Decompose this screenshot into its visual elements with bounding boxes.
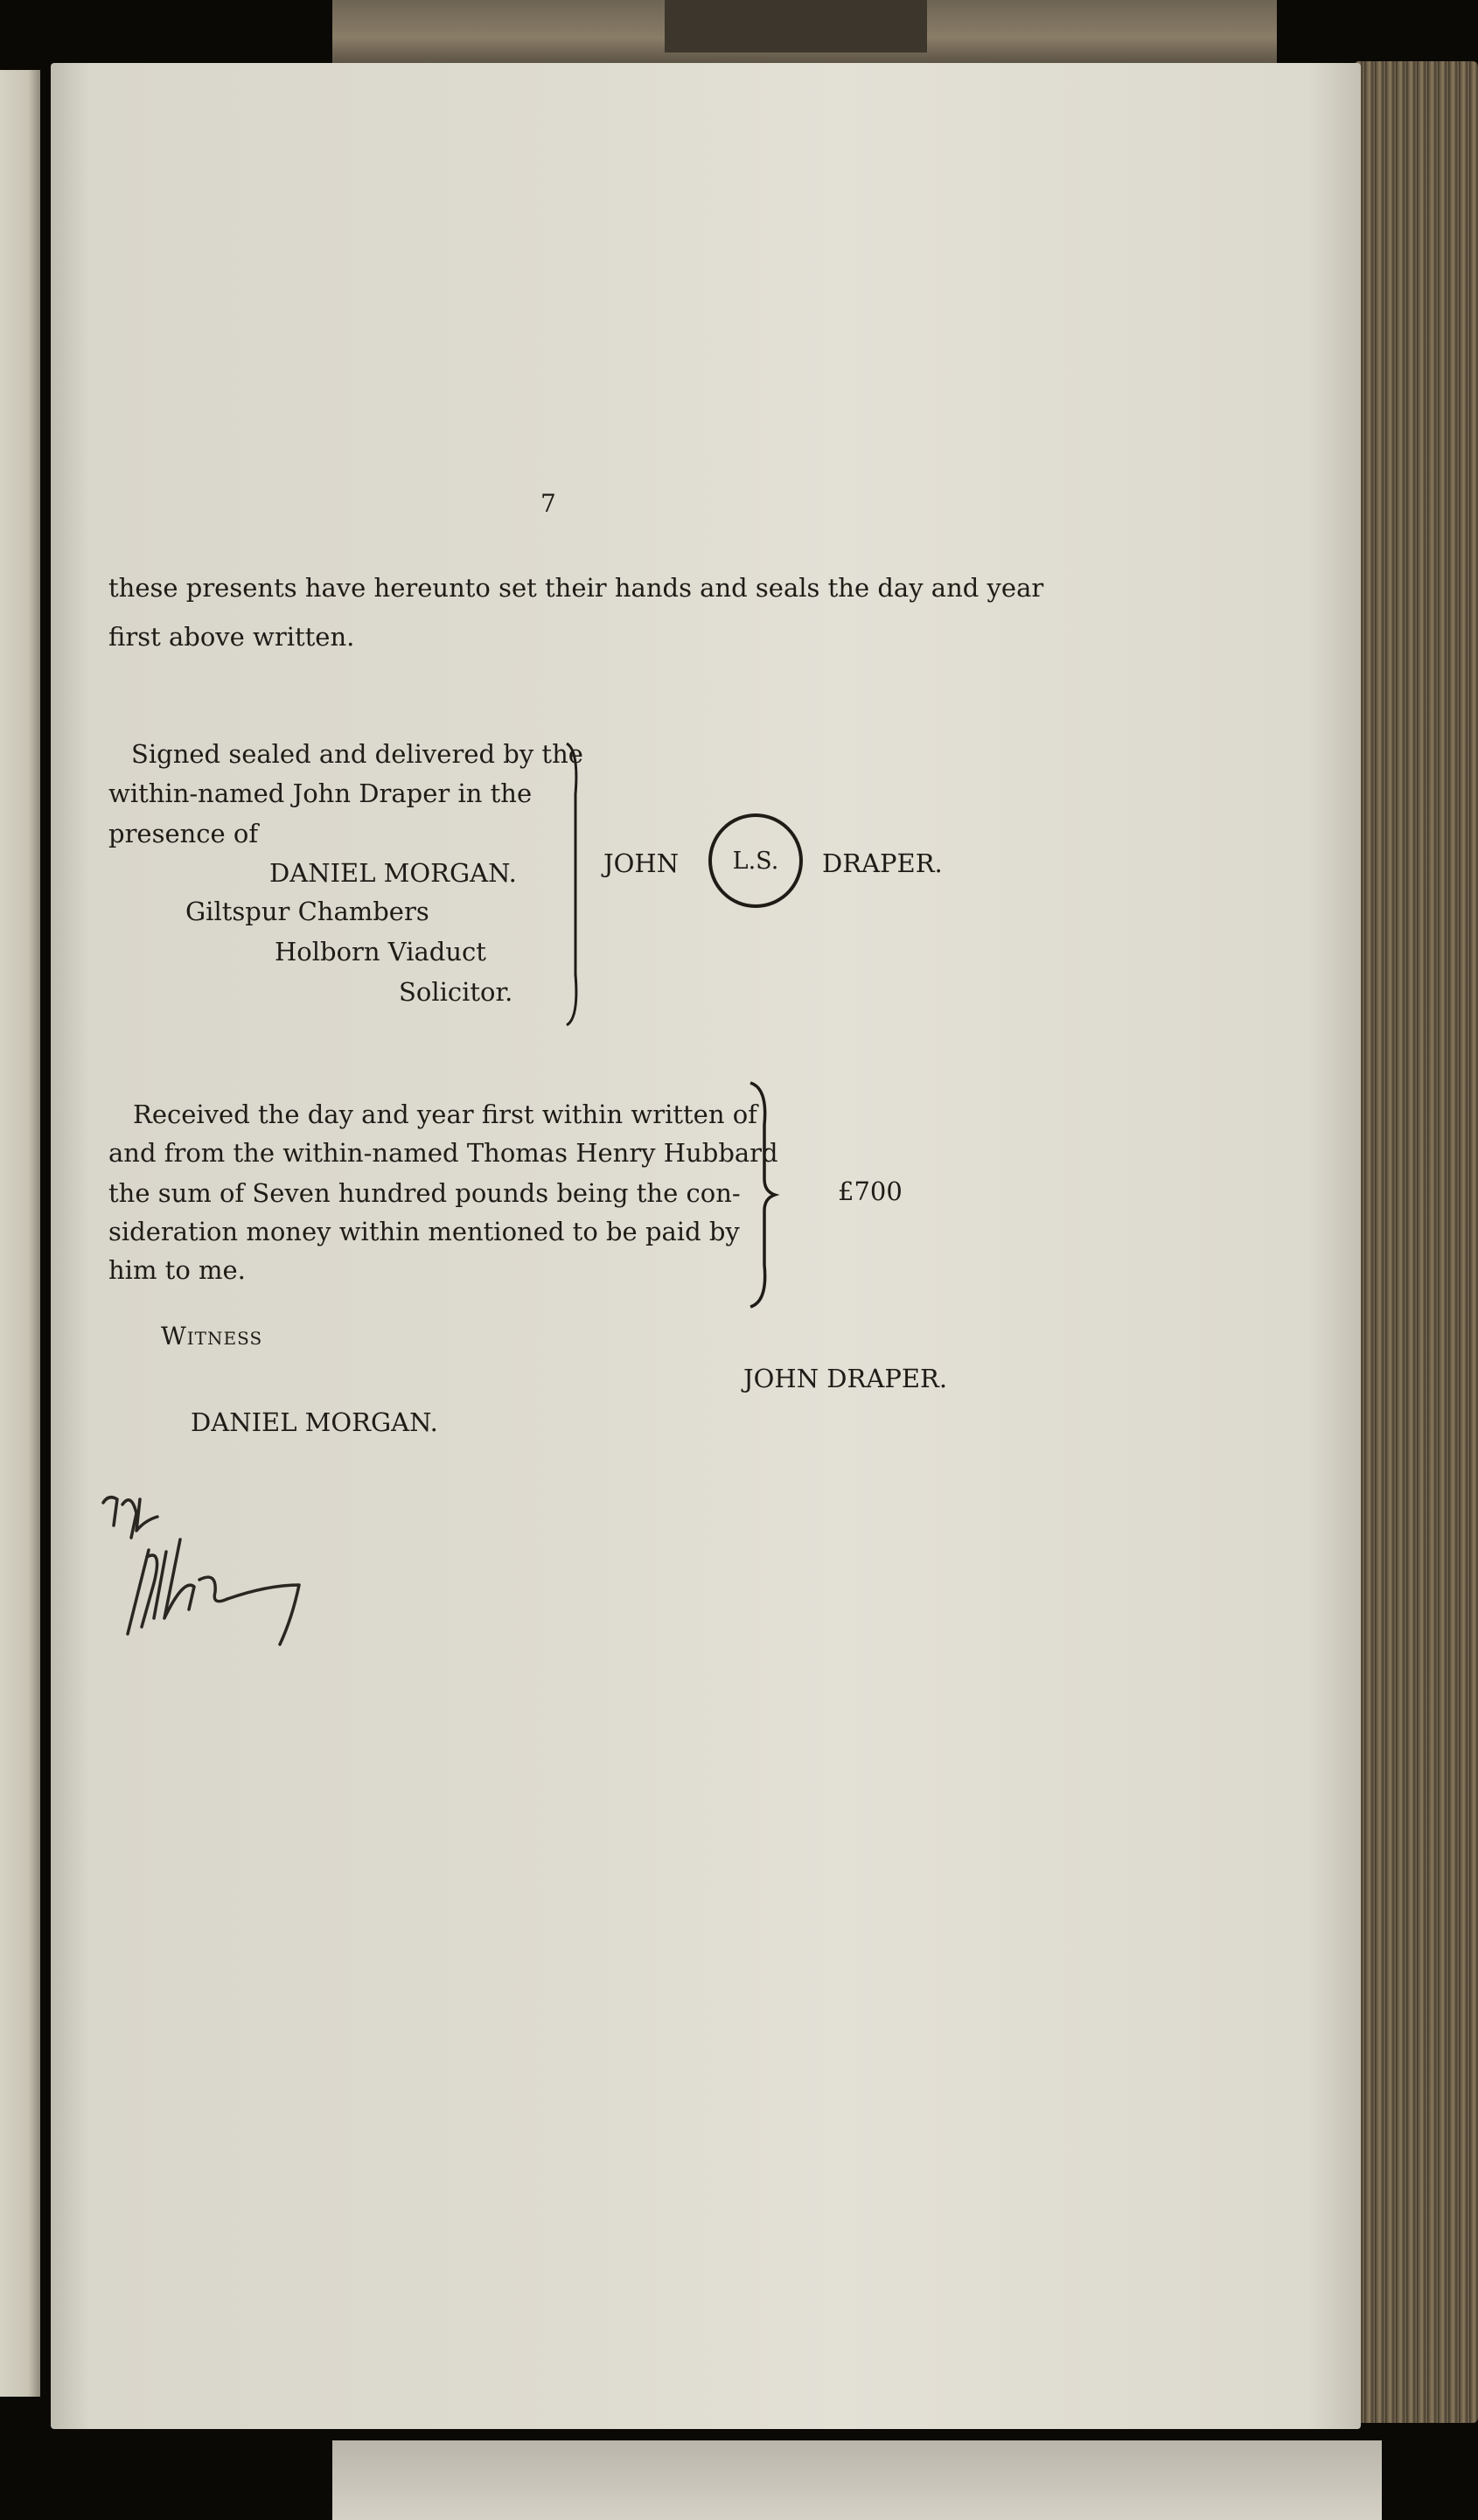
execution-surname: DRAPER. [822, 848, 943, 878]
receipt-line-5: him to me. [108, 1255, 246, 1285]
top-page-flap-dark [665, 0, 927, 52]
receipt-witness-label: Witness [161, 1322, 263, 1351]
attestation-witness-address-1: Giltspur Chambers [185, 897, 429, 926]
page-number: 7 [540, 489, 556, 518]
attestation-line-2: within-named John Draper in the [108, 778, 533, 808]
left-page-edge [0, 70, 40, 2397]
attestation-line-3: presence of [108, 819, 259, 848]
bottom-page-flap [332, 2440, 1382, 2520]
page-stack-edge [1354, 61, 1478, 2423]
receipt-witness-name: DANIEL MORGAN. [191, 1407, 438, 1437]
execution-first-name: JOHN [603, 848, 680, 878]
attestation-line-1: Signed sealed and delivered by the [131, 739, 583, 769]
attestation-witness-name: DANIEL MORGAN. [269, 858, 517, 888]
attestation-witness-occupation: Solicitor. [399, 977, 513, 1007]
closing-line-1: these presents have hereunto set their hands and seals the day and year [108, 573, 1044, 603]
seal-circle [708, 813, 803, 908]
closing-line-2: first above written. [108, 622, 355, 652]
seal-label: L.S. [732, 847, 779, 875]
receipt-line-1: Received the day and year first within written of [133, 1099, 757, 1129]
receipt-line-3: the sum of Seven hundred pounds being the con- [108, 1178, 741, 1208]
attestation-witness-address-2: Holborn Viaduct [275, 937, 486, 967]
receipt-line-4: sideration money within mentioned to be paid by [108, 1217, 740, 1246]
receipt-signatory: JOHN DRAPER. [743, 1364, 948, 1393]
receipt-amount: £700 [838, 1176, 903, 1206]
attestation-brace [563, 742, 589, 1027]
receipt-line-2: and from the within-named Thomas Henry Hubbard [108, 1138, 778, 1168]
handwritten-initials-signature [96, 1487, 315, 1653]
receipt-brace [745, 1081, 780, 1309]
